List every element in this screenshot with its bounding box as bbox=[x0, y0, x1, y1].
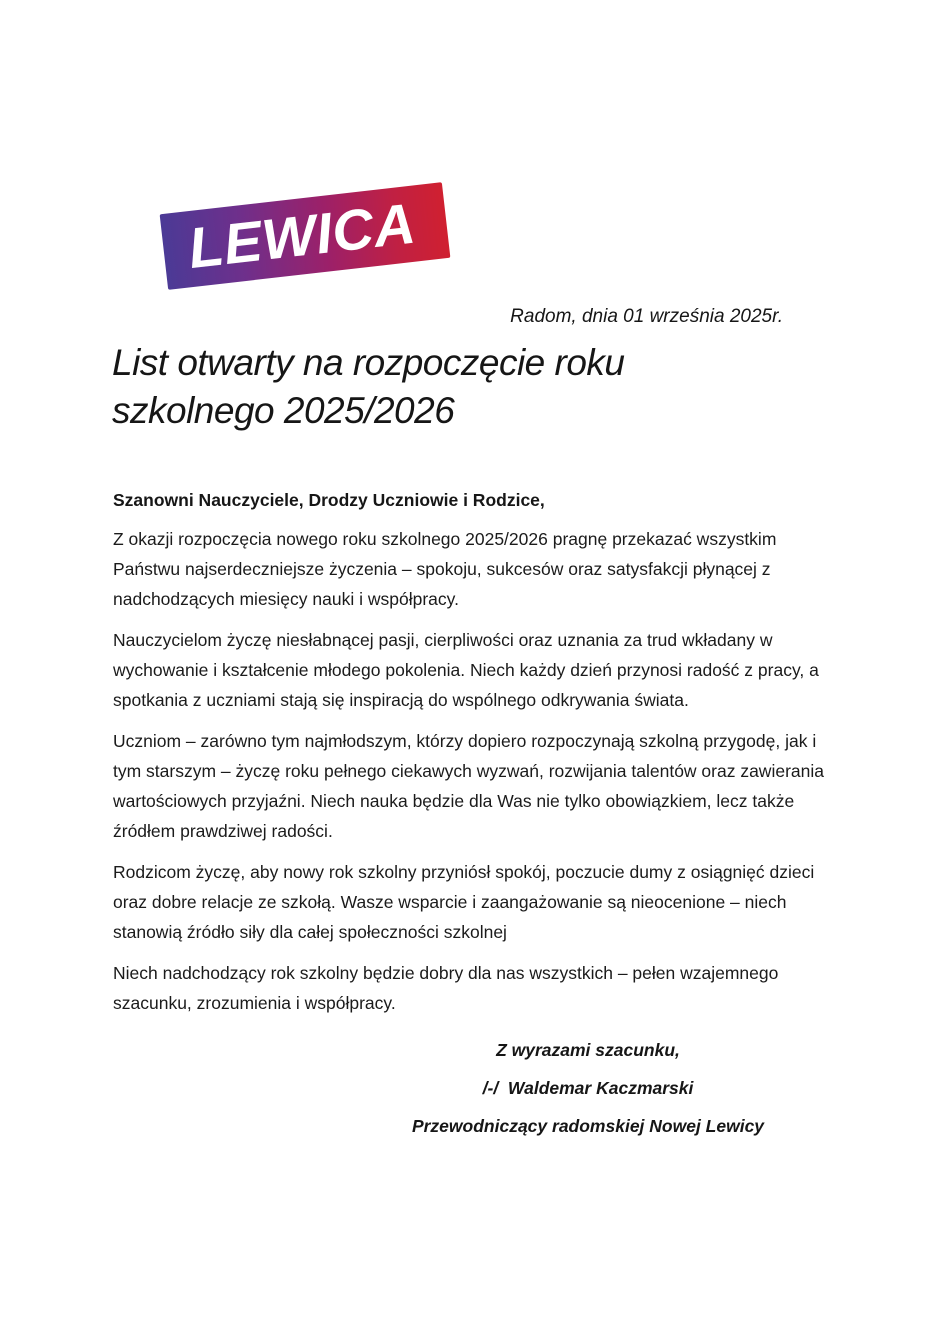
signature-block bbox=[338, 1040, 838, 1154]
date-line: Radom, dnia 01 września 2025r. bbox=[510, 306, 783, 327]
paragraph-closing-wish: Niech nadchodzący rok szkolny będzie dobry dla nas wszystkich – pełen wzajemnego szacunku, zrozumienia i współpracy. bbox=[113, 963, 779, 1013]
page-title: List otwarty na rozpoczęcie roku szkolnego 2025/2026 bbox=[112, 342, 625, 431]
signature-closing: Z wyrazami szacunku, bbox=[496, 1040, 680, 1060]
greeting-line: Szanowni Nauczyciele, Drodzy Uczniowie i Rodzice, bbox=[113, 490, 545, 510]
lewica-logo bbox=[160, 182, 451, 290]
lewica-logo-text: LEWICA bbox=[185, 191, 419, 281]
paragraph-students: Uczniom – zarówno tym najmłodszym, którzy dopiero rozpoczynają szkolną przygodę, jak i tym starszym – życzę roku pełnego ciekawych wyzwań, rozwijania talentów oraz zawierania wartościowych przyjaźni. Niech nauka będzie dla Was nie tylko obowiązkiem, lecz także źródłem prawdziwej radości. bbox=[113, 731, 824, 841]
paragraph-teachers: Nauczycielom życzę niesłabnącej pasji, cierpliwości oraz uznania za trud wkładany w wychowanie i kształcenie młodego pokolenia. Niech każdy dzień przynosi radość z pracy, a spotkania z uczniami stają się inspiracją do wspólnego odkrywania świata. bbox=[113, 630, 819, 710]
paragraph-wishes-general: Z okazji rozpoczęcia nowego roku szkolnego 2025/2026 pragnę przekazać wszystkim Państwu najserdeczniejsze życzenia – spokoju, sukcesów oraz satysfakcji płynącej z nadchodzących miesięcy nauki i współpracy. bbox=[113, 529, 777, 609]
signature-role: Przewodniczący radomskiej Nowej Lewicy bbox=[411, 1116, 765, 1136]
signature-name: /-/ Waldemar Kaczmarski bbox=[482, 1078, 694, 1098]
letter-body bbox=[113, 524, 841, 1029]
paragraph-parents: Rodzicom życzę, aby nowy rok szkolny przyniósł spokój, poczucie dumy z osiągnięć dzieci oraz dobre relacje ze szkołą. Wasze wsparcie i zaangażowanie są nieocenione – niech stanowią źródło siły dla całej społeczności szkolnej bbox=[113, 862, 815, 942]
